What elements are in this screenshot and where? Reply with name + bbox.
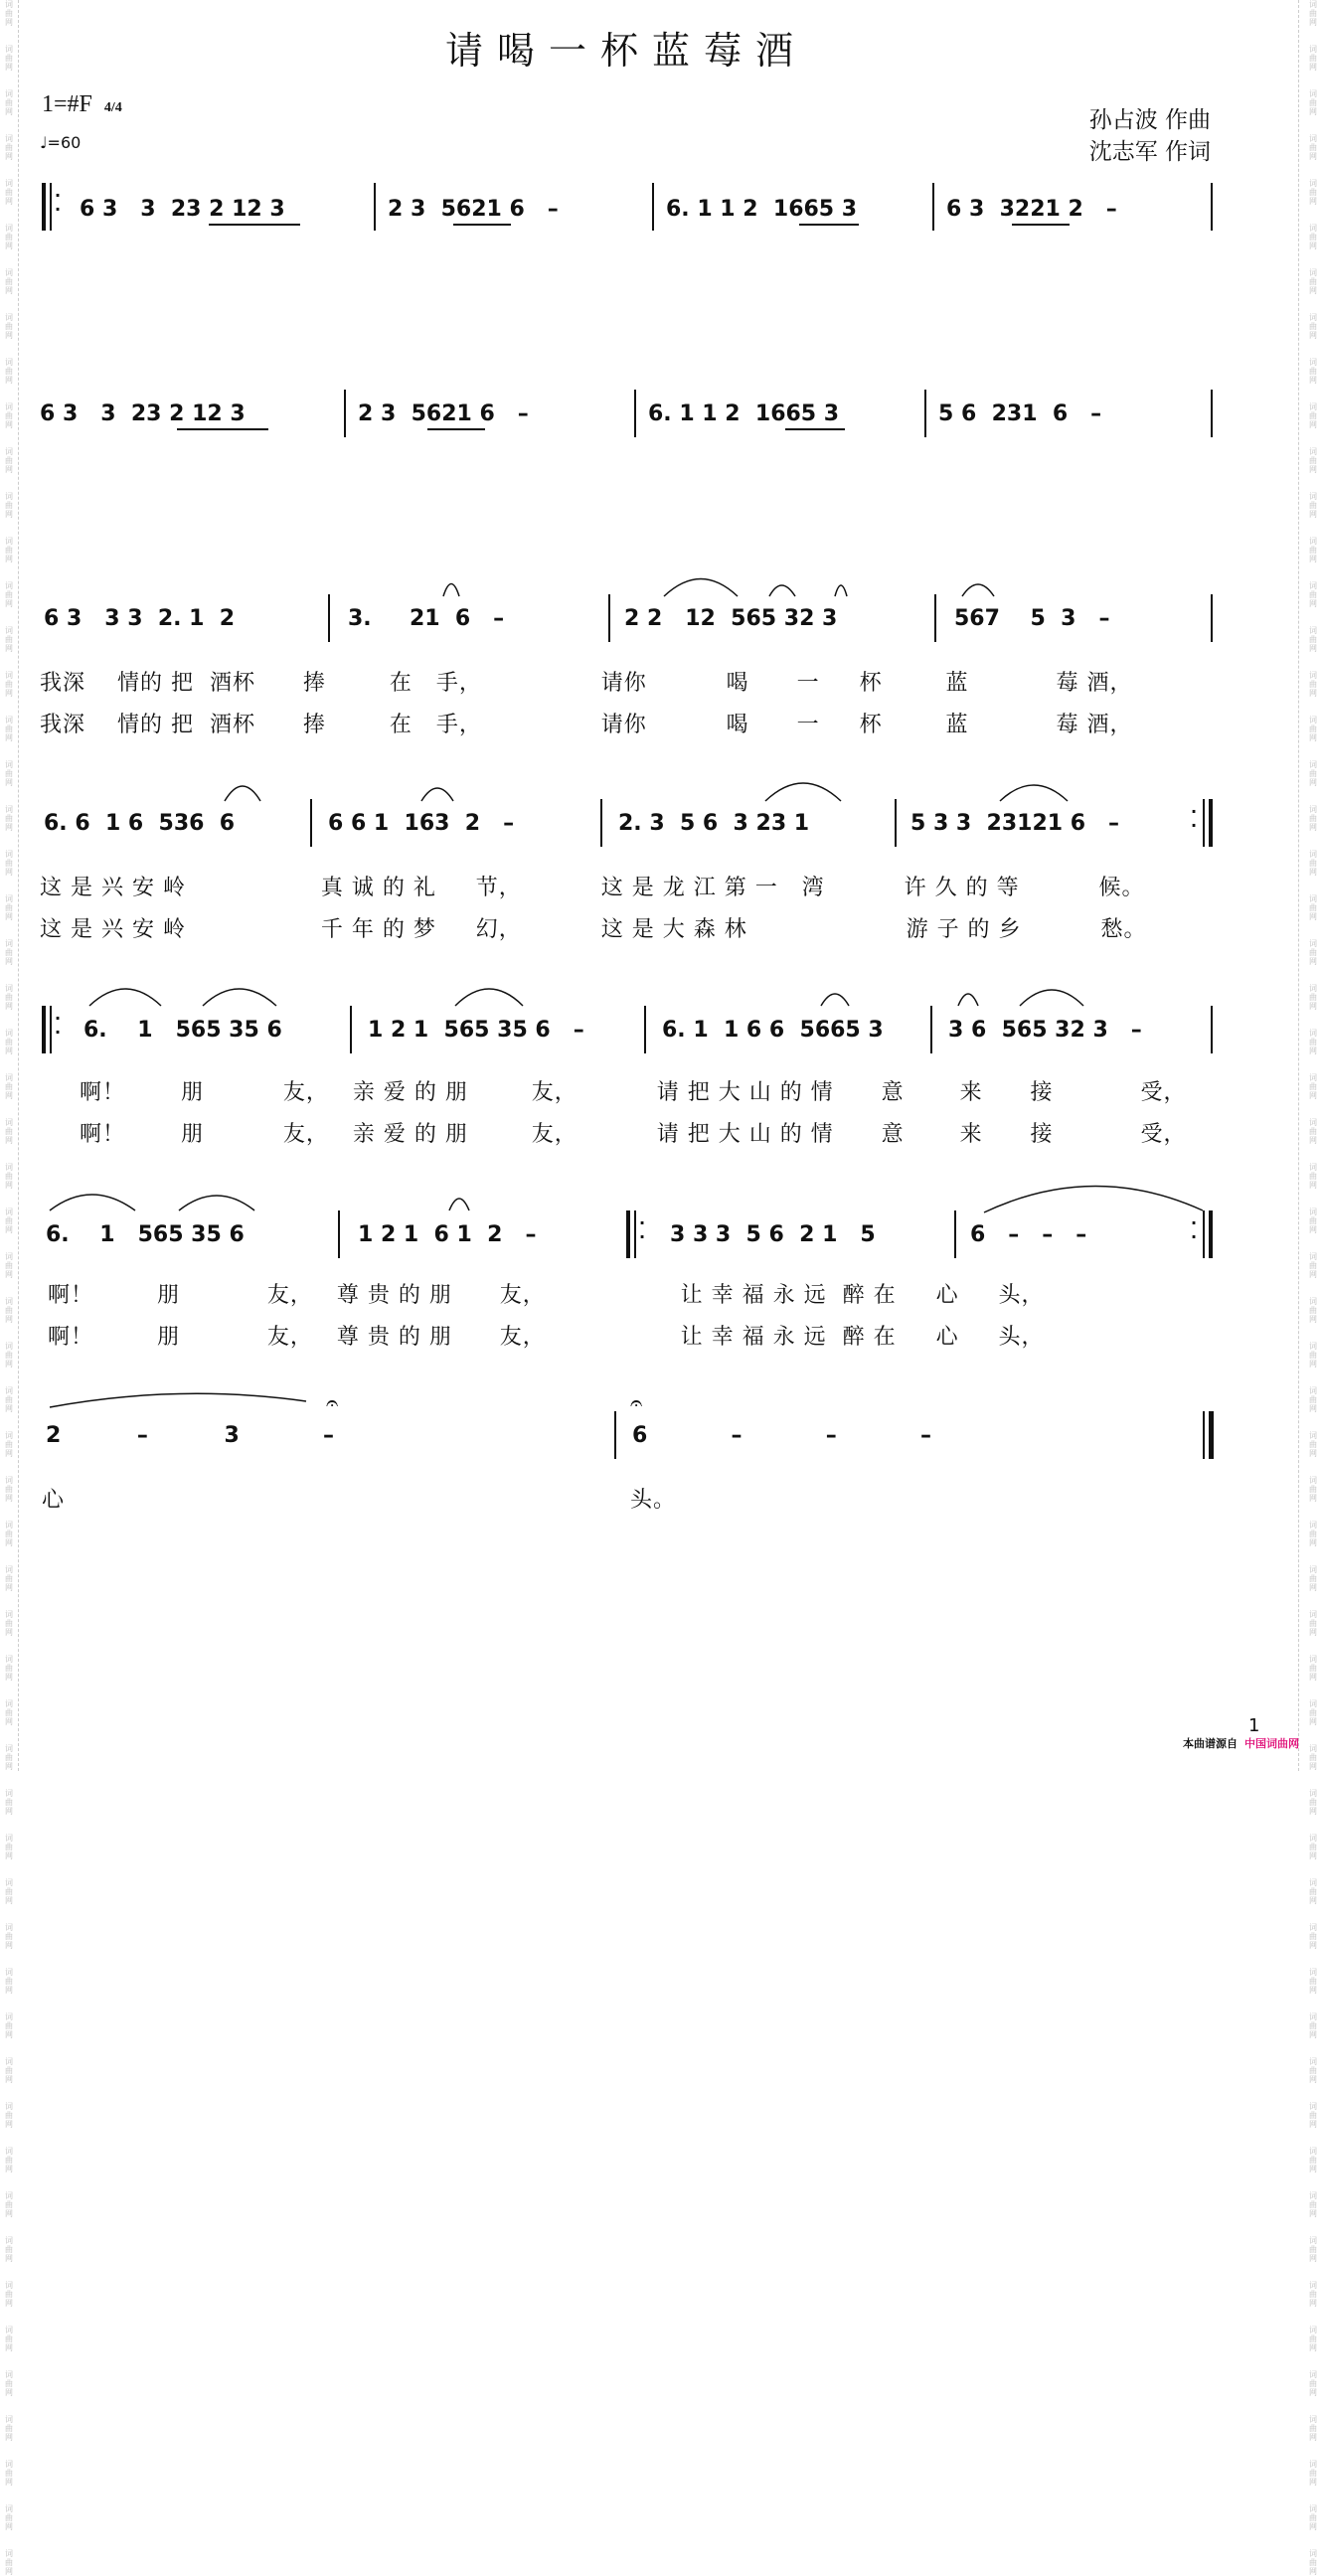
measure-11: 2 2 12 565 32 3 [624,606,838,631]
barline [1211,183,1213,231]
time-signature: 4/4 [103,100,122,115]
footer-site-logo[interactable]: 中国词曲网 [1244,1737,1299,1750]
repeat-end-dots: · · [1191,802,1198,835]
measure-1: 6 3 3 23 2 12 3 [80,197,285,222]
composer-credit: 孙占波 作曲 [1088,107,1211,133]
slur-arcs [0,1179,1322,1218]
measure-8: 5 6 231 6 – [938,402,1102,426]
measure-16: 5 3 3 23121 6 – [910,811,1120,836]
barline [924,390,926,437]
underline [453,224,511,226]
lyrics-verse-1: 这 是 兴 安 岭 真 诚 的 礼 节， 这 是 龙 江 第 一 湾 许 久 的 等 候。 [40,876,1145,900]
lyrics-verse-2: 我深 情的 把 酒杯 捧 在 手， 请你 喝 一 杯 蓝 莓 酒， [40,713,1133,737]
slur-arcs [0,771,1322,811]
final-thin-bar [1203,1411,1205,1459]
lyrics-verse-1: 啊！ 朋 友， 亲 爱 的 朋 友， 请 把 大 山 的 情 意 来 接 受， [80,1080,1187,1105]
lyrics-verse-1: 啊！ 朋 友， 尊 贵 的 朋 友， 让 幸 福 永 远 醉 在 心 头， [48,1283,1045,1308]
slur-arcs [0,566,1322,606]
lyrics-end-1: 心 [42,1488,66,1513]
measure-4: 6 3 3221 2 – [946,197,1117,222]
underline [209,224,300,226]
measure-25: 2 – 3 – [46,1423,335,1448]
underline [427,428,485,430]
left-dashed-rule [18,0,19,1771]
footer-source: 本曲谱源自 [1183,1737,1238,1750]
barline [634,390,636,437]
lyrics-end-2: 头。 [630,1488,677,1513]
measure-13: 6. 6 1 6 536 6 [44,811,236,836]
measure-6: 2 3 5621 6 – [358,402,529,426]
measure-17: 6. 1 565 35 6 [83,1018,282,1043]
repeat-start-bar [42,183,46,231]
measure-2: 2 3 5621 6 – [388,197,559,222]
tempo-marking: ♩=60 [40,133,82,152]
repeat-dots: · · [55,186,62,219]
page-number: 1 [1248,1715,1260,1736]
measure-22: 1 2 1 6 1 2 – [358,1222,537,1247]
measure-15: 2. 3 5 6 3 23 1 [618,811,810,836]
barline [932,183,934,231]
song-title: 请喝一杯蓝莓酒 [444,29,807,73]
right-dashed-rule [1298,0,1299,1771]
key-signature [42,91,122,118]
underline [177,428,268,430]
underline [785,428,845,430]
underline [799,224,859,226]
measure-14: 6 6 1 163 2 – [328,811,515,836]
right-watermark-strip: 词 曲 网 词 曲 网 词 曲 网 词 曲 网 词 曲 网 词 曲 网 词 曲 网 词 曲 网 词 曲 网 词 曲 网 词 曲 网 词 曲 网 词 曲 网 词 曲 网 词 曲 网 词 曲 网 词 曲 网 词 曲 网 词 曲 网 词 曲 网 词 曲 网 词 曲 网 词 曲 网 词 曲 网 词 曲 网 词 曲 网 词 曲 网 词 曲 网 词 曲 网 词 曲 网 词 曲 网 词 曲 网 词 曲 网 词 曲 网 词 曲 网 词 曲 网 词 曲 网 词 曲 网 词 曲 网 词 曲 网 词 曲 网 词 曲 网 词 曲 网 词 曲 网 词 曲 网 词 曲 网 词 曲 网 词 曲 网 词 曲 网 词 曲 网 词 曲 网 词 曲 网 词 曲 网 词 曲 网 词 曲 网 词 曲 网 词 曲 网 词 曲 网 [1309,0,1317,2576]
slur-arcs [0,976,1322,1016]
measure-21: 6. 1 565 35 6 [46,1222,245,1247]
barline [1211,390,1213,437]
measure-3: 6. 1 1 2 1665 3 [666,197,858,222]
measure-10: 3. 21 6 – [348,606,505,631]
barline [614,1411,616,1459]
measure-9: 6 3 3 3 2. 1 2 [44,606,236,631]
measure-19: 6. 1 1 6 6 5665 3 [662,1018,884,1043]
barline [374,183,376,231]
fermata-icon: 𝄐 [326,1391,339,1416]
lyrics-verse-2: 啊！ 朋 友， 亲 爱 的 朋 友， 请 把 大 山 的 情 意 来 接 受， [80,1122,1187,1147]
barline [344,390,346,437]
measure-23: 3 3 3 5 6 2 1 5 [670,1222,876,1247]
measure-18: 1 2 1 565 35 6 – [368,1018,584,1043]
key-text: 1=#F [42,91,92,117]
repeat-dots: · · [55,1009,62,1042]
measure-24: 6 – – – [970,1222,1087,1247]
final-thick-bar [1209,1411,1214,1459]
slur-arc [0,1375,1322,1415]
lyrics-verse-2: 这 是 兴 安 岭 千 年 的 梦 幻， 这 是 大 森 林 游 子 的 乡 愁。 [40,917,1147,942]
measure-26: 6 – – – [632,1423,932,1448]
lyrics-verse-1: 我深 情的 把 酒杯 捧 在 手， 请你 喝 一 杯 蓝 莓 酒， [40,671,1133,696]
fermata-icon: 𝄐 [630,1391,643,1416]
left-watermark-strip: 词 曲 网 词 曲 网 词 曲 网 词 曲 网 词 曲 网 词 曲 网 词 曲 网 词 曲 网 词 曲 网 词 曲 网 词 曲 网 词 曲 网 词 曲 网 词 曲 网 词 曲 网 词 曲 网 词 曲 网 词 曲 网 词 曲 网 词 曲 网 词 曲 网 词 曲 网 词 曲 网 词 曲 网 词 曲 网 词 曲 网 词 曲 网 词 曲 网 词 曲 网 词 曲 网 词 曲 网 词 曲 网 词 曲 网 词 曲 网 词 曲 网 词 曲 网 词 曲 网 词 曲 网 词 曲 网 词 曲 网 词 曲 网 词 曲 网 词 曲 网 词 曲 网 词 曲 网 词 曲 网 词 曲 网 词 曲 网 词 曲 网 词 曲 网 词 曲 网 词 曲 网 词 曲 网 词 曲 网 词 曲 网 词 曲 网 词 曲 网 词 曲 网 [5,0,13,2576]
measure-7: 6. 1 1 2 1665 3 [648,402,840,426]
repeat-end-dots: · · [1191,1213,1198,1246]
lyricist-credit: 沈志军 作词 [1088,139,1211,165]
repeat-dots: · · [639,1213,646,1246]
measure-20: 3 6 565 32 3 – [948,1018,1142,1043]
underline [1012,224,1070,226]
measure-12: 567 5 3 – [954,606,1110,631]
lyrics-verse-2: 啊！ 朋 友， 尊 贵 的 朋 友， 让 幸 福 永 远 醉 在 心 头， [48,1325,1045,1350]
repeat-start-thin-bar [50,183,52,231]
barline [652,183,654,231]
measure-5: 6 3 3 23 2 12 3 [40,402,246,426]
